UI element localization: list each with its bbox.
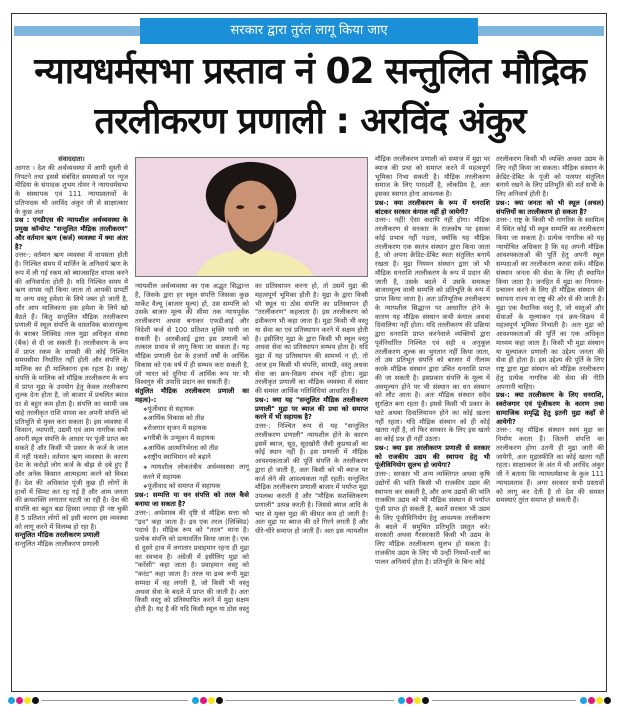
benefit-item: ❖ गरीबी के उन्मूलन में सहायक [143, 434, 249, 444]
paragraph: का प्रतिस्थापन करना हो, तो उसमें मुद्रा की महत्वपूर्ण भूमिका होती है। मुद्रा के द्वारा किसी भी स्थूल या ठोस संपत्ति का प्रतिस्थापन ही "तरलीकरण" कहलाता है। इस तरलीकरण को द्रवीकरण भी कहा जाता है। मुद्रा किसी भी वस्तु या सेवा का एवं प्रतिस्थापन करने में सक्षम होती है। इसीलिए मुद्रा के द्वारा किसी भी स्थूल वस्तु अथवा सेवा का प्रतिस्थापन सम्भव होता है। यदि मुद्रा में यह प्रतिस्थापन की सामर्थ्य न हो, तो आज हम किसी भी संपत्ति, सामग्री, वस्तु अथवा सेवा का क्रय-विक्रय संभव नहीं होता। मुद्रा तरलीकृत प्रणाली का मौद्रिक व्यवस्था में संसार की समस्त आर्थिक गतिविधियां आधारित हैं। [255, 282, 368, 395]
benefit-item: ❖ राष्ट्रीय स्वाभिमान को बढ़ाने [143, 453, 249, 463]
paragraph: उत्तर-: अर्थशास्त्र की दृष्टि से मौद्रिक सत्ता को "द्रव" कहा जाता है। द्रव एक तरल (लिक्विड) पदार्थ है। मौद्रिक रूप को "तरल" माना है। प्रत्येक संपत्ति को प्रत्यावर्तित किया जाता है। एक से दूसरे हाथ में लगातार प्रवाहमान रहना ही मुद्रा का स्वभाव है। अंग्रेजी में इसीलिए मुद्रा को "करेंसी" कहा जाता है। प्रवाहमान वस्तु को "करंट" कहा जाता है। तरल या द्रव्य रूपी मुद्रा सम्पदा में वह लगती है, जो किसी भी वस्तु अथवा सेवा के बदले में प्राप्त की जाती है। अतः किसी वस्तु को प्रतिस्थापित करने में मुद्रा सक्षम होती है। यह है की यदि किसी स्थूल या ठोस वस्तु [135, 508, 249, 613]
paragraph: उत्तर-: निश्चित रूप से यह "सन्तुलित तरलीकरण प्रणाली" न्यायशील होने के कारण इसमें ब्याज, सूद, सूदखोरी जैसी कुप्रथाओं का कोई स्थान नहीं है। इस प्रणाली में मौद्रिक आवश्यकताओं की पूर्ति संपत्ति के तरलीकरण द्वारा हो जाती है, अतः किसी को भी ब्याज पर कर्ज लेने की आवश्यकता नहीं रहती। सन्तुलित मौद्रिक तरलीकरण प्रणाली बाजार में पर्याप्त मुद्रा उपलब्ध कराती है और "मौद्रिक सशक्तिकरण प्रणाली" उत्पन्न करती है। जिससे ब्याज आदि के भार से मुक्त मुद्रा की कीमत कम हो जाती है। अतः मुद्रा पर ब्याज की दरें गिरने लगती हैं और धीरे-धीरे समाप्त हो जाती हैं। अतः इस न्यायशील [255, 422, 368, 535]
paragraph: उत्तर-: नहीं! ऐसा कदापि नहीं होगा। मौद्रिक तरलीकरण से सरकार के राजकोष पर इसका कोई प्रभाव नहीं पड़ता, क्योंकि यह मौद्रिक तरलीकरण एक स्वतंत्र संस्थान द्वारा किया जाता है, जो अपना क्रेडिट-डेबिट स्वतः संतुलित बनाये रखता है। मुद्रा नियमन संस्थान द्वारा जो भी मौद्रिक धनराशि तरलीकरण के रूप में प्रदान की जाती है, उसके बदले में उसके समकक्ष बाजारमूल्य वाली सम्पत्ति को प्रतिभूति के रूप में प्राप्त किया जाता है। अतः प्रतिभूतिक तरलीकरण के न्यायशील सिद्धान्त पर आधारित होने के कारण यह मौद्रिक संस्थान कभी कंगाल अथवा दिवालिया नहीं होता। यदि तरलीकरण की प्रक्रिया द्वारा धनराशि प्राप्त करनेवाले व्यक्तियों द्वारा पूर्वनिर्धारित निश्चित एवं सही व अनुकूल तरलीकरण शुल्क का भुगतान नहीं किया जाता, तो उस प्रतिभूत संपत्ति को बाजार में नीलाम करके मौद्रिक संस्थान द्वारा उचित धनराशि प्राप्त की जा सकती है। इसप्रकार संपत्ति के मूल्य में अवमूल्यन होने पर भी संस्थान का धन संस्थान को लौट आता है। अतः मौद्रिक संस्थान सदैव सुरक्षित बना रहता है। इससे किसी भी प्रकार के घाटे अथवा दिवालियापन होने का कोई ख़तरा नहीं रहता। यदि मौद्रिक संस्थान को ही कोई खतरा नहीं है, तो फिर सरकार के लिए इस खतरे का कोई प्रश्न ही नहीं उठता। [375, 216, 490, 443]
registration-dot [16, 697, 23, 704]
registration-dot [422, 697, 429, 704]
registration-dot [200, 697, 207, 704]
portrait-photo [135, 157, 368, 277]
registration-line [42, 700, 188, 701]
question-heading: प्रश्न-: क्या जनता को भी स्थूल (अचल) संपत्तियों का तरलीकरण हो सकता है? [496, 198, 604, 216]
benefit-item: ❖ रोजगार सृजन में सहायक [143, 424, 249, 434]
registration-dot [192, 697, 199, 704]
kicker-banner: सरकार द्वारा तुरंत लागू किया जाए [140, 18, 478, 44]
byline: संवाददाता। [58, 155, 85, 163]
registration-dot [24, 697, 31, 704]
article-column-3 [255, 282, 368, 536]
registration-dot [406, 697, 413, 704]
question-heading: प्रश्न-: सम्पत्ति या धन संपत्ति को तरल कैसे बनाया जा सकता है? [135, 491, 249, 508]
registration-line [226, 700, 394, 701]
question-heading: सन्तुलित मौद्रिक तरलीकरण प्रणाली [15, 531, 100, 540]
question-heading: प्रश्न-: क्या तरलीकरण के लिए धनराशि, स्वरोजगार एवं पूंजीकरण के कारण तथा सामाजिक समृद्धि हेतु इतनी मुद्रा कहाँ से आयेगी? [496, 391, 604, 426]
benefit-item: ❖ आर्थिक विकास को तीव्र [143, 414, 249, 424]
article-column-4 [375, 155, 490, 566]
registration-dot [216, 697, 223, 704]
question-heading: प्रश्न-: क्या यह "सन्तुलित मौद्रिक तरलीकरण प्रणाली" मुद्रा पर ब्याज की प्रथा को समाप्त करने में भी सहायक है? [255, 395, 368, 422]
benefit-item: ❖ पूंजीवाद से सहायक [143, 405, 249, 415]
paragraph: न्यायशील अर्थव्यवस्था का एक अद्भुत सिद्धान्त है, जिसके द्वारा हर स्थूल संपत्ति जिसका कुछ मार्केट वैल्यू (बाजार मूल्य) हो, उस सम्पत्ति को उसके बाजार मूल्य की सीमा तक न्यायपूर्वक तरलीकरण अथवा बनाकर एफडीआई और विदेशी कर्ज से 100 प्रतिशत मुक्ति पायी जा सकती है। आरबीआई द्वारा इस प्रणाली को तत्काल प्रभाव से लागू किया जा सकता है। यह मौद्रिक प्रणाली देश के हजारों वर्षों के आर्थिक विकास को एक वर्ष में ही सम्भव करा सकती है, जो भारत को दुनिया में आर्थिक रूप पर भी विश्वगुरु की उपाधि प्रदान कर सकती है। [135, 282, 249, 387]
paragraph: उत्तर-: सरकार भी अन्य व्यक्तिगत अथवा कृषि उद्योगों की भांति किसी भी राजकीय उद्यम की स्थापना कर सकती है, और अन्य उद्यमों की भांति राजकीय उद्यम को भी मौद्रिक संस्थान से पर्याप्त पूंजी प्राप्त हो सकती है, बशर्ते सरकार भी उद्यम के लिए पूंजीविनियोग हेतु आवश्यक तरलीकरण के बदले में समुचित प्रतिभूति प्रस्तुत करे। सरकारी अथवा गैरसरकारी किसी भी उद्यम के लिए मौद्रिक तरलीकरण सुलभ हो सकता है। राजकीय उद्यम के लिए भी उन्हीं नियमों-शर्तों का पालन अनिवार्य होता है। प्रतिभूति के बिना कोई [375, 470, 490, 566]
question-heading: प्रश्न-: क्या इस तरलीकरण प्रणाली से सरकार को राजकीय उद्यम की स्थापना हेतु भी पूंजीविनियोग सुलभ हो जायेगा? [375, 443, 490, 470]
benefit-item: ❖ आर्थिक आत्मनिर्भरता को तीव्र [143, 444, 249, 454]
paragraph: उत्तर-: राष्ट्र के किसी भी नागरिक के स्वामित्व में स्थित कोई भी स्थूल सम्पत्ति का तरलीकरण किया जा सकता है। प्रत्येक नागरिक को यह न्यायोचित अधिकार है कि वह अपनी मौद्रिक आवश्यकताओं की पूर्ति हेतु अपनी स्थूल सम्पदाओं का तरलीकरण करवा सके। मौद्रिक संस्थान जनता की सेवा के लिए ही स्थापित किया जाता है। जनहित में मुद्रा का निगमन-प्रचालन करने के लिए ही मौद्रिक संस्थान की स्थापना राज्य या राष्ट्र की ओर से की जाती है। मुद्रा एक वैधानिक वस्तु है, जो वस्तुओं और सेवाओं के मूल्यांकन एवं क्रय-विक्रय में महत्वपूर्ण भूमिका निभाती है। अतः मुद्रा को आवश्यकताओं की पूर्ति का एक अधिकृत माध्यम कहा जाता है। किसी भी मुद्रा संस्थान या मूल्यांकन प्रणाली का उद्देश्य जनता की सेवा ही होता है। इस उद्देश्य की पूर्ति के लिए राष्ट्र द्वारा मुद्रा संस्थान को मौद्रिक तरलीकरण हेतु प्रत्येक नागरिक की सेवा की नीति अपनानी चाहिए। [496, 216, 604, 391]
headline-line-2: तरलीकरण प्रणाली : अरविंद अंकुर [94, 101, 526, 142]
registration-dot [596, 697, 603, 704]
paragraph: आगरा । देश की अर्थव्यवस्था में आयी सुस्ती से निपटने तथा इससे संबंधित समस्याओं पर न्यूज मीडिया के संपादक शुभम तोमर ने न्यायधर्मसभा के संस्थापक एवं 111 न्यायप्रस्तावों के प्रतिपादक श्री अरविंद अंकुर जी से साक्षात्कार के कुछ अंश [15, 163, 128, 216]
registration-dot [604, 697, 611, 704]
paragraph: मौद्रिक तरलीकरण प्रणाली को समाज में मुद्रा पर ब्याज की प्रथा को समाप्त करने में महत्वपूर्ण भूमिका निभा सकती है। मौद्रिक तरलीकरण समाज के लिए पारदर्शी है, लोकप्रिय है, अतः इसका स्वागत होना आवश्यक है। [375, 155, 490, 198]
registration-dot [414, 697, 421, 704]
paragraph: तरलीकरण किसी भी व्यक्ति अथवा उद्यम के लिए नहीं किया जा सकता। मौद्रिक संस्थान के क्रेडिट-डेबिट के पूंजी को परस्पर संतुलित बनाये रखने के लिए प्रतिभूति की शर्त सभी के लिए अनिवार्य होती है। [496, 155, 604, 198]
question-heading: प्रश्न-: क्या तरलीकरण के रूप में धनराशि बांटकर सरकार कंगाल नहीं हो जायेगी? [375, 198, 490, 216]
article-column-1 [15, 155, 128, 549]
benefits-list [135, 405, 249, 492]
benefit-item: ❖ पूंजीवाद को समाप्त में सहायक [143, 482, 249, 492]
registration-dot [8, 697, 15, 704]
registration-dot [32, 697, 39, 704]
question-heading: संतुलित मौद्रिक तरलीकरण प्रणाली का महत्व)-: [135, 387, 249, 404]
registration-dot [580, 697, 587, 704]
headline [14, 47, 606, 147]
registration-dot [208, 697, 215, 704]
registration-line [432, 700, 576, 701]
portrait-image [136, 158, 367, 276]
paragraph: उत्तर-: वर्तमान ऋण व्यवस्था में वापसता होती है। निश्चित समय में मार्जिन के अनिवार्य ऋण के रूप में ली गई रकम को ब्याजसहित वापस करने की अनिवार्यता होती है। यदि निश्चित समय में ऋण वापस नहीं किया जाता तो आपकी प्रापर्टी या अन्य वस्तु हमेशा के लिये जब्त हो जाती है, और आप मालिकाना हक हमेशा के लिये खो बैठते हैं। किंतु सन्तुलित मौद्रिक तरलीकरण प्रणाली में स्थूल संपत्ति के वास्तविक बाजारमूल्य के बराबर लिक्विड तरल मुद्रा अधिकृत संस्था (बैंक) से दी जा सकती है। तरलीकरण के रूप में प्राप्त रकम के वापसी की कोई निश्चित समयसीमा निर्धारित नहीं होती और संपत्ति के मालिक का ही मालिकाना हक रहता है। वस्तु/संपत्ति के मालिक को मौद्रिक तरलीकरण के रूप में प्राप्त मुद्रा के उपयोग हेतु केवल तरलीकरण शुल्क देना होता है, जो बाजार में प्रचलित ब्याज दर से बहुत कम होता है। संपत्ति का स्वामी जब चाहे तरलीकृत राशि वापस कर अपनी संपत्ति को प्रतिभूति से मुक्त करा सकता है। इस व्यवस्था में किसान, व्यापारी, उद्यमी एवं आम नागरिक सभी अपनी स्थूल संपत्ति के आधार पर पूंजी प्राप्त कर सकते हैं और किसी भी प्रकार के कर्ज के जाल में नहीं फंसते। वर्तमान ऋण व्यवस्था के कारण देश के करोड़ों लोग कर्ज के बोझ से दबे हुए हैं और अनेक किसान आत्महत्या करने को विवश हैं। देश की अधिकांश पूंजी कुछ ही लोगों के हाथों में सिमट कर रह गई है और आम जनता की क्रयशक्ति लगातार घटती जा रही है। देश की संपत्ति का बहुत बड़ा हिस्सा ज्यादा ही नष्ट चुकी है 5 प्रतिशत लोगों को इसी कारण इस व्यवस्था को लागू करने में विलम्ब हो रहा है। [15, 251, 128, 531]
registration-marks [0, 697, 620, 705]
question-heading: प्रश्न : एनडीएस की न्यायशील अर्थव्यवस्था के प्रमुख कॉन्सेप्ट "सन्तुलित मौद्रिक तरलीकरण" और वर्तमान ऋण (कर्ज) व्यवस्था में क्या अंतर है? [15, 216, 128, 251]
article-column-5 [496, 155, 604, 505]
registration-dot [588, 697, 595, 704]
paragraph: सन्तुलित मौद्रिक तरलीकरण प्रणाली [15, 540, 99, 548]
headline-line-1: न्यायधर्मसभा प्रस्ताव नं 02 सन्तुलित मौद्रिक [34, 51, 586, 92]
registration-dot [398, 697, 405, 704]
article-column-2 [135, 282, 249, 614]
paragraph: उत्तर-: यह मौद्रिक संस्थान स्वयं मुद्रा का निर्माण करता है। जितनी संपत्ति का तरलीकरण होगा उतनी ही मुद्रा जारी की जायेगी, अतः मुद्रास्फीति का कोई खतरा नहीं रहता। साक्षात्कार के अंत में श्री अरविंद अंकुर जी ने बताया कि न्यायधर्मसभा के कुल 111 न्यायप्रस्ताव हैं। अगर सरकार सभी प्रस्तावों को लागू कर देती है तो देश की समस्त समस्याएं तुरंत समाप्त हो सकती हैं। [496, 426, 604, 505]
benefit-item: ❖ न्यायशील लोकतंत्रीय अर्थव्यवस्था लागू करने में सहायक [143, 463, 249, 482]
